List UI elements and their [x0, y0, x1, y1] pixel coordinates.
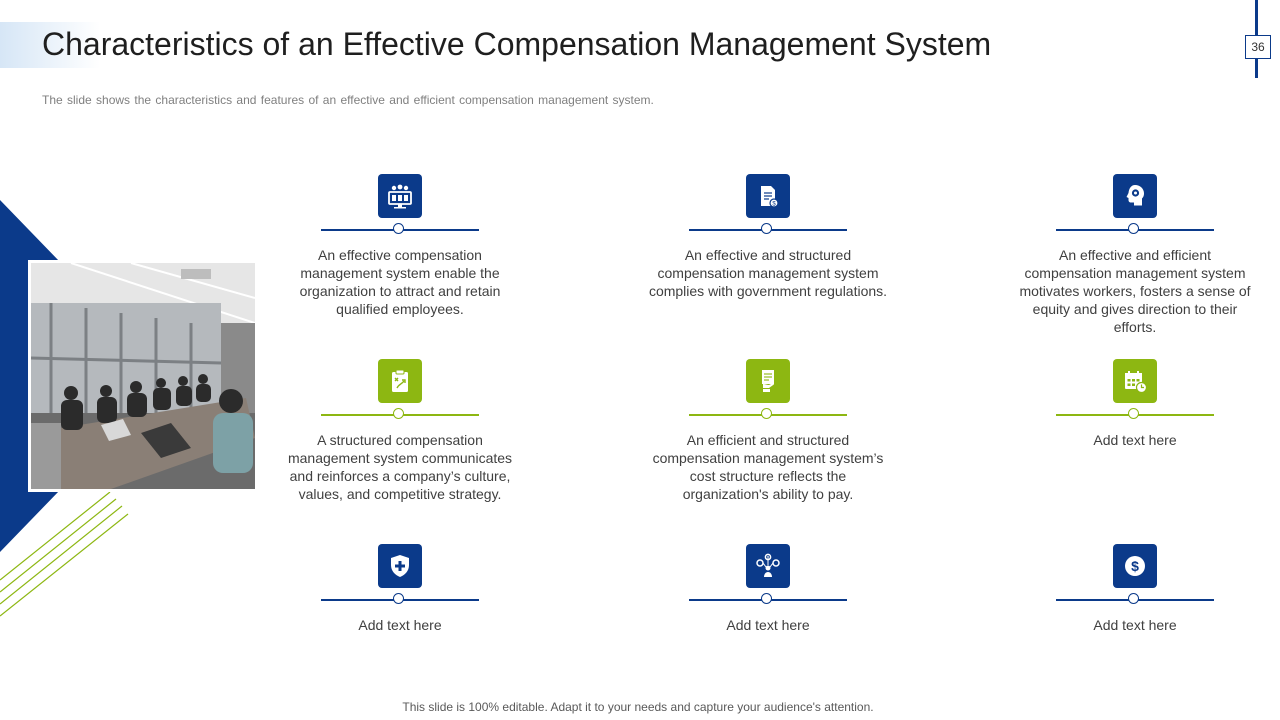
characteristic-text: A structured compensation management system communicates and reinforces a company’s culture, values, and competitive strategy. — [287, 432, 513, 502]
head-gear-icon — [1113, 174, 1157, 218]
slide-subtitle: The slide shows the characteristics and features of an effective and efficient compensation management system. — [42, 93, 654, 107]
divider-dot — [393, 593, 404, 604]
hand-document-icon — [746, 359, 790, 403]
divider-dot — [761, 223, 772, 234]
shield-plus-icon — [378, 544, 422, 588]
characteristic-text: An effective compensation management system enable the organization to attract and retain qualified employees. — [299, 247, 501, 317]
divider-dot — [393, 408, 404, 419]
svg-text:$: $ — [772, 201, 776, 208]
clipboard-strategy-icon — [378, 359, 422, 403]
characteristic-text: Add text here — [726, 617, 810, 633]
characteristic-text: An efficient and structured compensation management system’s cost structure reflects the organization's ability to pay. — [652, 432, 884, 502]
characteristic-text: Add text here — [1093, 617, 1177, 633]
divider-dot — [1128, 408, 1139, 419]
slide-title: Characteristics of an Effective Compensation Management System — [42, 26, 992, 62]
characteristic-text: Add text here — [1093, 432, 1177, 448]
characteristic-text: An effective and efficient compensation management system motivates workers, fosters a sense of equity and gives direction to their efforts. — [1019, 247, 1251, 335]
calendar-clock-icon — [1113, 359, 1157, 403]
monitor-team-icon — [378, 174, 422, 218]
divider-dot — [1128, 223, 1139, 234]
footer-note: This slide is 100% editable. Adapt it to your needs and capture your audience's attention. — [402, 700, 874, 714]
meeting-room-photo — [28, 260, 258, 492]
network-person-icon — [746, 544, 790, 588]
characteristic-text: Add text here — [358, 617, 442, 633]
dollar-coin-icon — [1113, 544, 1157, 588]
divider-dot — [761, 408, 772, 419]
characteristic-text: An effective and structured compensation management system complies with government regulations. — [648, 247, 888, 299]
svg-text:$: $ — [766, 555, 770, 561]
divider-dot — [393, 223, 404, 234]
divider-dot — [761, 593, 772, 604]
divider-dot — [1128, 593, 1139, 604]
svg-text:$: $ — [1131, 558, 1139, 574]
document-dollar-icon — [746, 174, 790, 218]
page-number: 36 — [1245, 35, 1271, 59]
